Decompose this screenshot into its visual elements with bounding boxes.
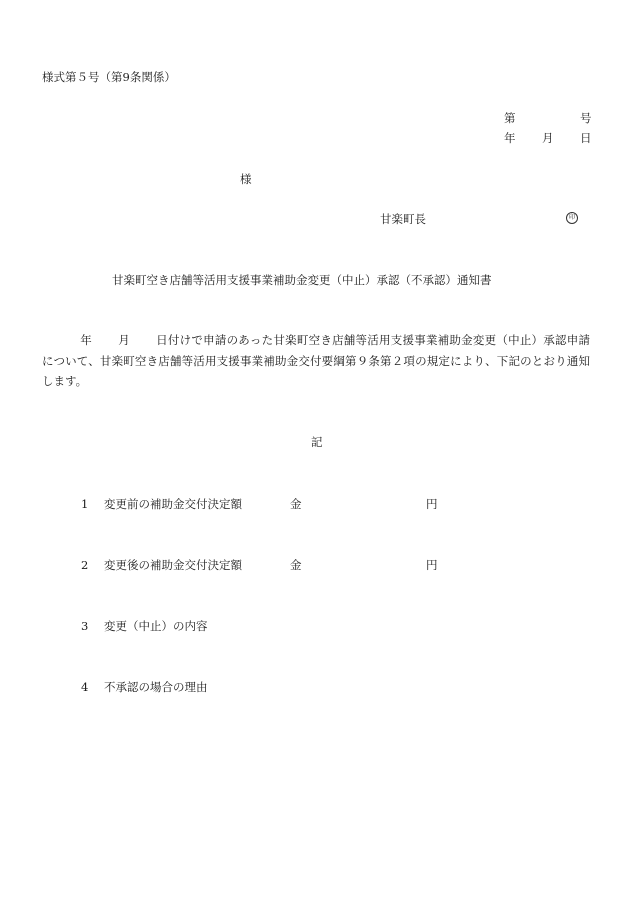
form-number: 様式第５号（第9条関係）	[42, 70, 176, 84]
date-month-label: 月	[542, 131, 554, 145]
item-number: 4	[81, 680, 89, 694]
body-month-label: 月	[117, 333, 130, 347]
body-year-label: 年	[80, 333, 92, 347]
document-title: 甘楽町空き店舗等活用支援事業補助金変更（中止）承認（不承認）通知書	[112, 273, 492, 287]
document-number-unit: 号	[580, 111, 592, 125]
item-number: 3	[81, 619, 89, 633]
seal-icon: 印	[566, 212, 578, 224]
item-currency-label: 金	[290, 497, 302, 511]
document-number-label: 第	[504, 111, 516, 125]
date-year-label: 年	[504, 131, 516, 145]
item-number: 2	[81, 558, 89, 572]
item-unit-label: 円	[426, 558, 438, 572]
date-day-label: 日	[580, 131, 592, 145]
body-text: 日付けで申請のあった甘楽町空き店舗等活用支援事業補助金変更（中止）承認申請について、甘楽町空き店舗等活用支援事業補助金交付要綱第９条第２項の規定により、下記のとおり通知します。	[42, 333, 590, 388]
item-label: 不承認の場合の理由	[104, 680, 208, 694]
body-paragraph	[42, 330, 590, 392]
item-label: 変更前の補助金交付決定額	[104, 497, 242, 511]
addressee-honorific: 様	[240, 172, 252, 186]
sender-name: 甘楽町長	[380, 212, 426, 226]
item-label: 変更後の補助金交付決定額	[104, 558, 242, 572]
item-label: 変更（中止）の内容	[104, 619, 208, 633]
item-number: 1	[81, 497, 89, 511]
note-heading: 記	[311, 435, 323, 449]
item-currency-label: 金	[290, 558, 302, 572]
item-unit-label: 円	[426, 497, 438, 511]
